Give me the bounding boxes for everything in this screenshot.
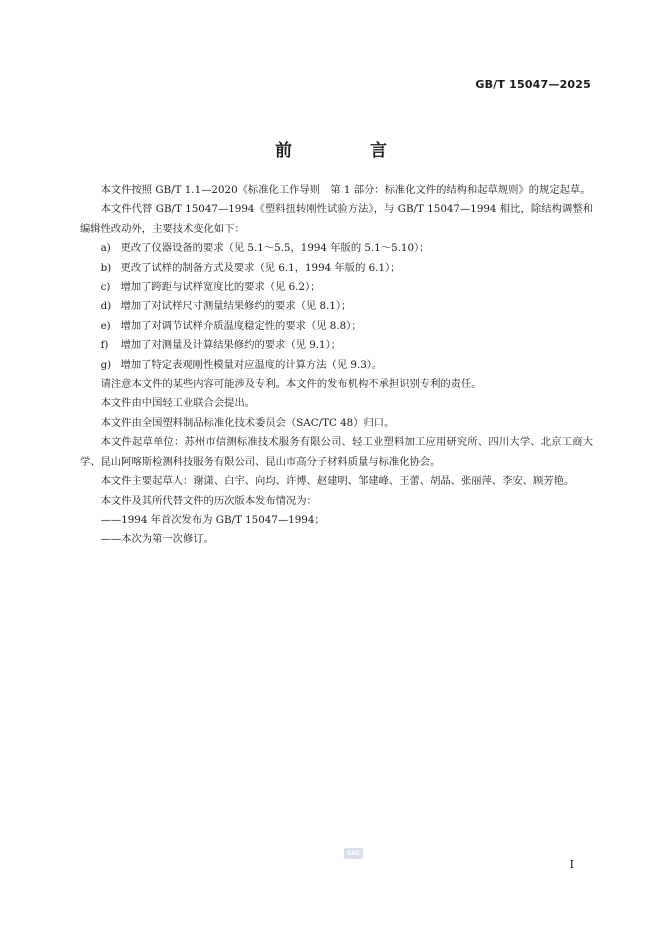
list-item-text: 增加了对调节试样介质温度稳定性的要求（见 8.8）； [120,319,362,332]
document-body [80,181,593,550]
paragraph-drafters: 本文件主要起草人：谢潇、白宇、向均、许博、赵建明、邹建峰、王蕾、胡晶、张丽萍、李安、顾芳艳。 [100,475,575,488]
list-item [101,259,593,278]
list-item-label: b) [100,261,112,274]
list-item [101,317,593,336]
paragraph-drafting-units: 本文件起草单位：苏州市信测标准技术服务有限公司、轻工业塑料加工应用研究所、四川大学、北京工商大学、昆山阿喀斯检测科技服务有限公司、昆山市高分子材料质量与标准化协会。 [80,436,593,468]
list-item [101,239,593,258]
list-item-label: f) [100,339,109,352]
paragraph-proposer: 本文件由中国轻工业联合会提出。 [100,397,256,410]
list-item-label: e) [100,319,111,332]
list-item [101,356,593,375]
paragraph-drafting-rules: 本文件按照 GB/T 1.1—2020《标准化工作导则 第 1 部分：标准化文件的结构和起草规则》的规定起草。 [100,184,591,196]
standard-number: GB/T 15047—2025 [475,78,591,91]
list-item-text: 更改了仪器设备的要求（见 5.1～5.5，1994 年版的 5.1～5.10）； [120,242,430,255]
history-item: ——1994 年首次发布为 GB/T 15047—1994； [100,513,325,526]
list-item [101,336,593,355]
list-item-label: g) [100,358,112,371]
history-item: ——本次为第一次修订。 [100,533,214,546]
page-title: 前 言 [275,141,423,161]
list-item-text: 增加了对试样尺寸测量结果修约的要求（见 8.1）； [120,300,352,313]
paragraph-committee: 本文件由全国塑料制品标准化技术委员会（SAC/TC 48）归口。 [100,416,395,429]
list-item-text: 增加了跨距与试样宽度比的要求（见 6.2）； [120,281,321,294]
page-number: I [569,858,574,871]
paragraph-patent-notice: 请注意本文件的某些内容可能涉及专利。本文件的发布机构不承担识别专利的责任。 [100,378,482,391]
list-item-text: 更改了试样的制备方式及要求（见 6.1，1994 年版的 6.1）； [120,261,401,274]
list-item-text: 增加了对测量及计算结果修约的要求（见 9.1）； [120,339,342,352]
list-item [101,297,593,316]
list-item-label: c) [100,281,111,294]
list-item-text: 增加了特定表观刚性模量对应温度的计算方法（见 9.3）。 [120,358,383,371]
paragraph-replacement: 本文件代替 GB/T 15047—1994《塑料扭转刚性试验方法》，与 GB/T 15047—1994 相比，除结构调整和编辑性改动外，主要技术变化如下： [80,203,593,235]
list-item-label: d) [100,300,112,313]
list-item [101,278,593,297]
sac-logo: SAC [344,848,363,859]
paragraph-history-intro: 本文件及其所代替文件的历次版本发布情况为： [100,494,317,507]
list-item-label: a) [100,242,111,255]
